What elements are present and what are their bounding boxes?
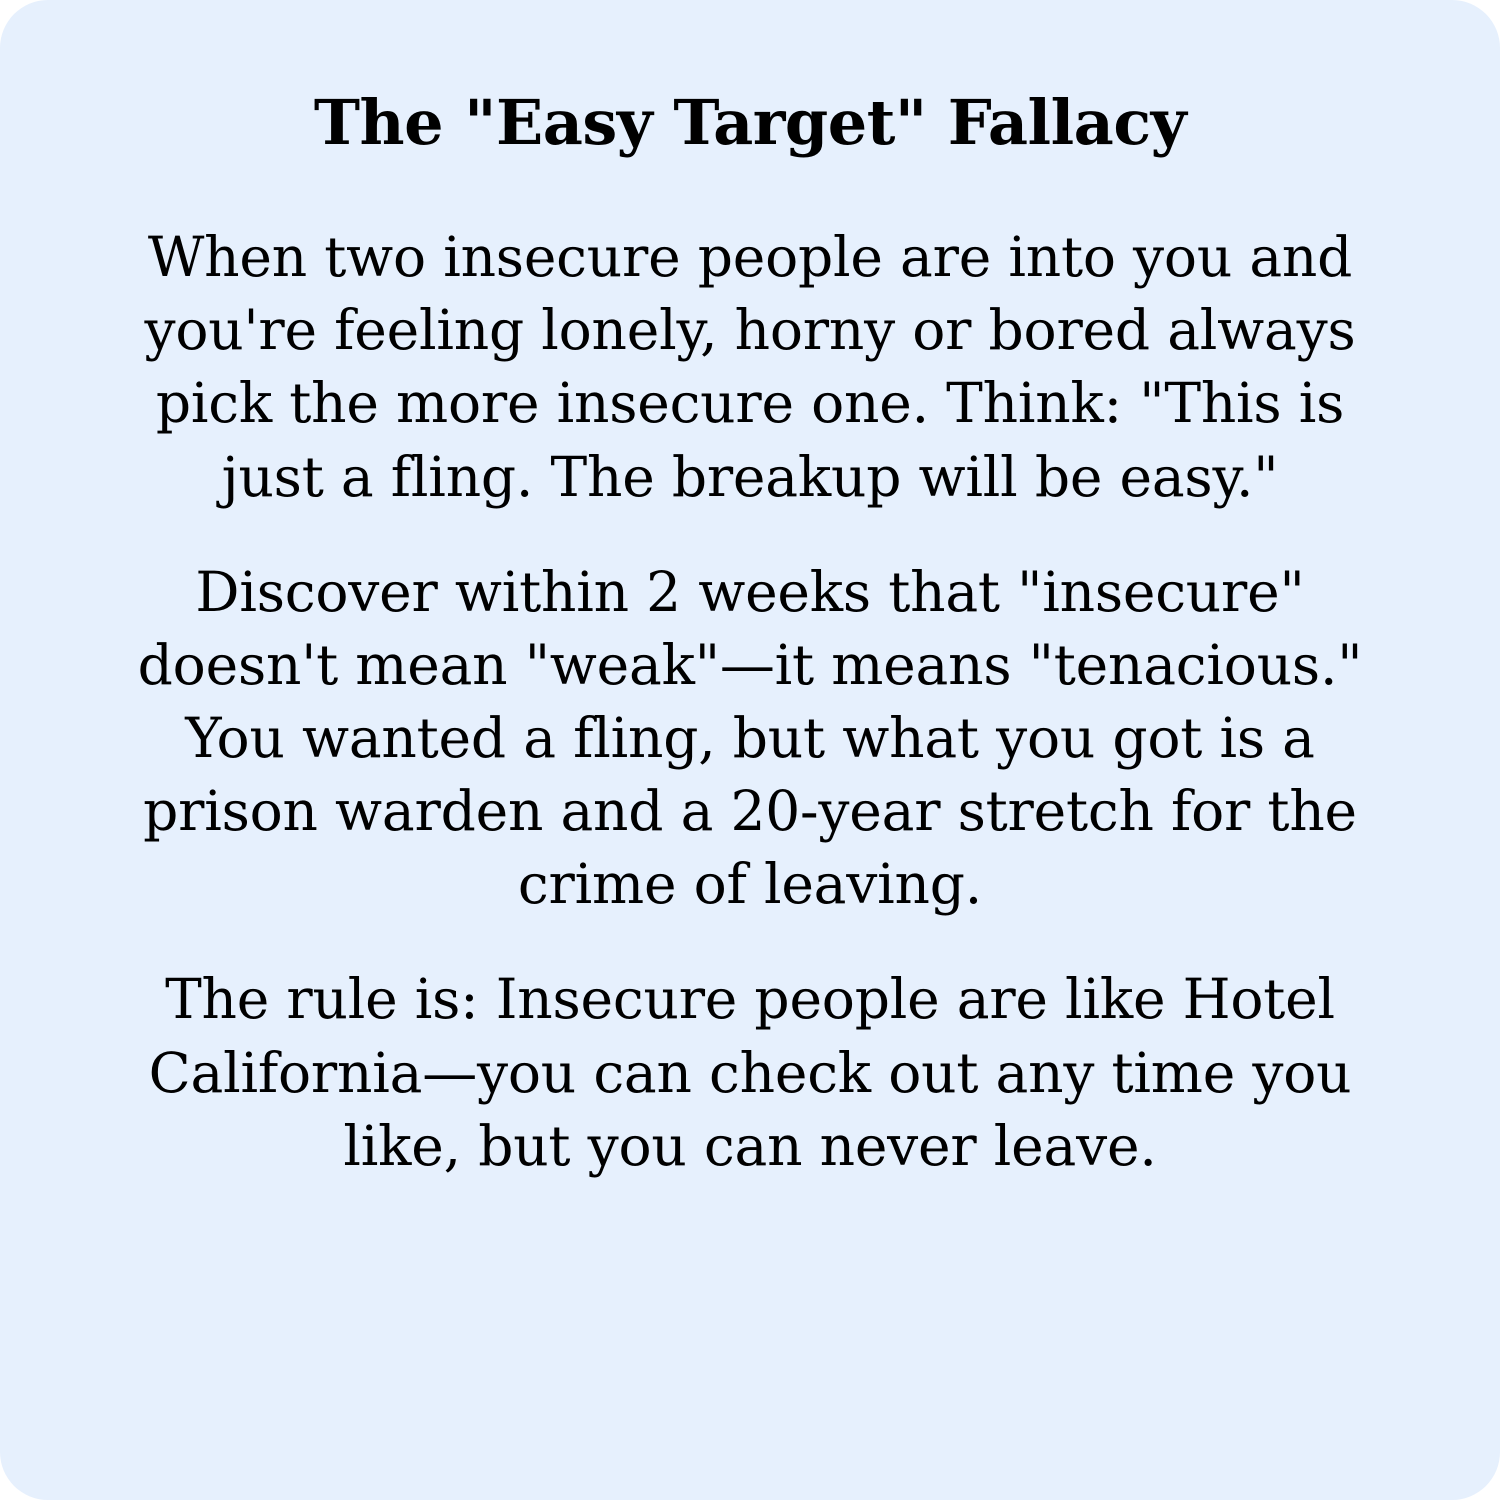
paragraph-1: When two insecure people are into you and you're feeling lonely, horny or bored always pick the more insecure one. Think: "This is just a fling. The breakup will be easy." <box>144 225 1356 509</box>
paragraph-2: Discover within 2 weeks that "insecure" doesn't mean "weak"—it means "tenacious." You wanted a fling, but what you got is a prison warden and a 20-year stretch for the crime of leaving. <box>137 559 1363 917</box>
page-title: The "Easy Target" Fallacy <box>313 86 1187 159</box>
paragraph-3: The rule is: Insecure people are like Hotel California—you can check out any time you like, but you can never leave. <box>148 967 1352 1178</box>
